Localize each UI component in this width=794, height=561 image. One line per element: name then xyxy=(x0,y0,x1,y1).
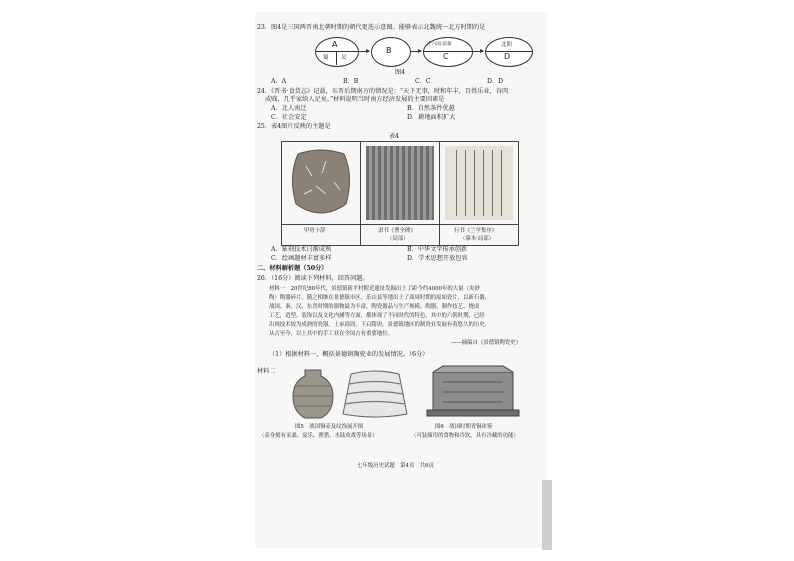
fig5-caption: 图5 战国铜壶及纹饰展开图 xyxy=(295,424,364,430)
caption-oracle: 甲骨卜辞 xyxy=(304,228,326,234)
fig4-caption: 图4 xyxy=(395,69,406,76)
q23-option-a: A．A xyxy=(271,78,287,85)
section2-heading: 二、材料解析题（50分） xyxy=(257,265,328,272)
q24-option-a: A．北人南迁 xyxy=(271,105,307,112)
subcaption-running: （摹本·局部） xyxy=(460,236,495,242)
q25-stem: 25．表4图片反映的主题是 xyxy=(257,123,331,130)
fig6-caption: 图6 战国时期青铜冰鉴 xyxy=(435,424,493,430)
q25-option-a: A．篆刻技术日渐成熟 xyxy=(271,246,332,253)
oval-c: 十六国·前秦 C xyxy=(423,37,473,67)
q24-stem-line2: 成贱，几乎家给人足矣。”材料说明当时南方经济发展的主要因素是 xyxy=(265,96,445,103)
q25-option-d: D．学术思想开放包容 xyxy=(407,255,468,262)
q25-option-b: B．中华文字传承创新 xyxy=(407,246,468,253)
material1-line6: 从古至今，以上其中的手工业在全国占有重要地位。 xyxy=(269,331,393,337)
bronze-icebox-image xyxy=(423,364,523,424)
oval-b: B xyxy=(371,37,411,67)
material2-label: 材料二 xyxy=(257,368,276,375)
q24-option-c: C．社会安定 xyxy=(271,114,307,121)
arrow-ab xyxy=(358,51,369,52)
material1-line4: 工艺，造型、装饰以及文化内涵等方面，都体现了不同时代的特色，其中的六朝时期，已经 xyxy=(269,313,485,319)
exam-page xyxy=(255,12,547,548)
bronze-pot-image xyxy=(291,368,335,420)
oval-d: 北朝 D xyxy=(485,37,533,67)
material1-line1: 材料一 20世纪80年代，景德镇新平村附近遗址发掘出土了距今约4000年的大量（夹砂 xyxy=(269,286,480,292)
q25-option-c: C．绘画题材丰富多样 xyxy=(271,255,332,262)
q23-stem: 23．图4是三国两晋南北朝时期的朝代更迭示意图。能够表示北魏统一北方时期的是 xyxy=(257,24,486,31)
material1-line3: 战国、秦、汉，东晋时期的器物最为丰富。陶瓷器品与生产规模、陶器、制作技艺、烧成 xyxy=(269,304,480,310)
oracle-bone-image xyxy=(286,146,356,222)
q23-option-b: B．B xyxy=(343,78,359,85)
arrow-bc xyxy=(410,51,421,52)
material1-source: ——摘编自《景德镇陶瓷史》 xyxy=(451,340,522,346)
arrow-cd xyxy=(472,51,483,52)
running-script-image xyxy=(445,146,513,220)
subcaption-clerical: （局部） xyxy=(387,236,409,242)
q24-option-d: D．耕地面积扩大 xyxy=(407,114,456,121)
oval-a: A 蜀 吴 xyxy=(315,37,359,67)
table4 xyxy=(281,141,519,246)
table4-title: 表4 xyxy=(389,133,400,140)
q26-stem: 26．（16分）阅读下列材料，回答问题。 xyxy=(257,275,369,282)
caption-running: 行书《兰亭集序》 xyxy=(454,228,498,234)
fig5-note: （壶身刻有采桑、宴乐、渔猎、水陆攻战等场景） xyxy=(259,433,378,439)
q24-stem-line1: 24．《晋书·食货志》记载，东晋后期南方的情况是：“天下无事，时和年丰，百姓乐业，谷肉 xyxy=(257,88,509,95)
page-footer: 七年级历史试题 第4页 共6页 xyxy=(357,463,434,469)
q23-option-d: D．D xyxy=(487,78,504,85)
q23-option-c: C．C xyxy=(415,78,431,85)
fig6-note: （可装储用的食物和冷饮，具有冷藏的功能） xyxy=(411,433,519,439)
material1-line2: 陶）陶器碎片。随之相继在景德镇市区，乐山县等地出土了商周时期的原始瓷片，以新石器， xyxy=(269,295,491,301)
caption-clerical: 隶书《曹全碑》 xyxy=(378,228,416,234)
clerical-script-image xyxy=(366,146,434,220)
scan-edge-shadow xyxy=(542,480,552,550)
material1-line5: 出现技术较为成熟的瓷器，上承商周，下启隋唐。景德镇地区的制瓷业发展有着悠久的历史。 xyxy=(269,322,491,328)
q26-question1: （1）根据材料一，概括景德镇陶瓷业的发展情况。（6分） xyxy=(269,351,429,358)
q24-option-b: B．自然条件优越 xyxy=(407,105,455,112)
pattern-unrolled-image xyxy=(341,370,409,418)
